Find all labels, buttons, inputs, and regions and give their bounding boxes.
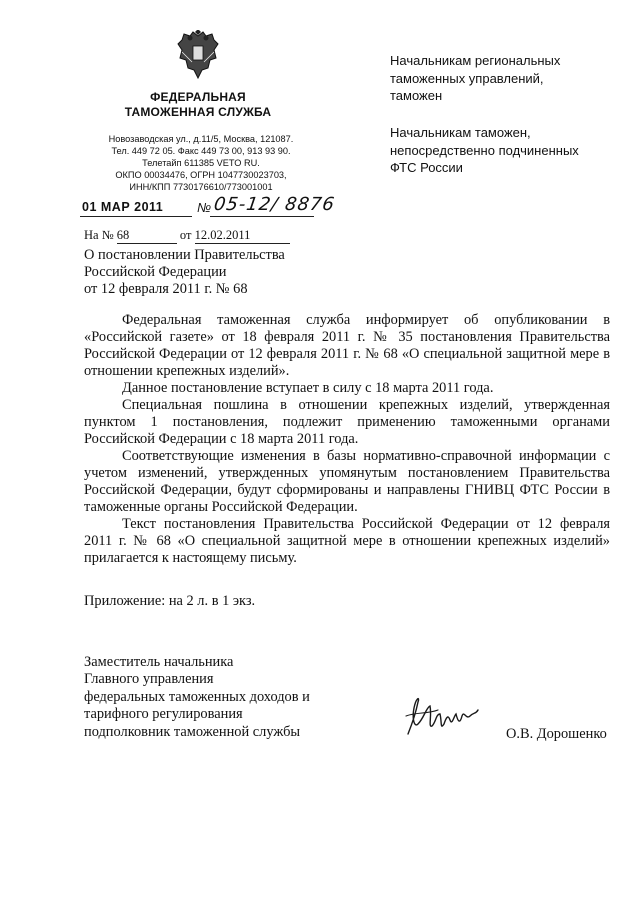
ref-date-label: от xyxy=(179,228,192,242)
organization-contacts xyxy=(96,133,306,193)
contact-teletype: Телетайп 611385 VETO RU. xyxy=(142,158,260,168)
body-paragraph: Специальная пошлина в отношении крепежных изделий, утвержденная пунктом 1 постановления, подлежит применению таможенными органами Российской Федерации с 18 марта 2011 года. xyxy=(84,397,610,447)
contact-phone: Тел. 449 72 05. Факс 449 73 00, 913 93 90. xyxy=(111,146,291,156)
contact-address: Новозаводская ул., д.11/5, Москва, 121087. xyxy=(108,134,294,144)
organization-name xyxy=(100,90,296,120)
addressee-regional xyxy=(390,52,620,105)
addressee-line: таможен xyxy=(390,88,443,103)
reference-line xyxy=(84,228,290,244)
number-underline xyxy=(210,216,314,217)
subject-line: О постановлении Правительства xyxy=(84,247,285,263)
org-name-line-2: ТАМОЖЕННАЯ СЛУЖБА xyxy=(124,105,272,119)
addressee-line: непосредственно подчиненных xyxy=(390,142,579,158)
signer-title-line: Заместитель начальника xyxy=(84,654,234,670)
ref-label: На № xyxy=(84,228,114,242)
date-underline xyxy=(80,216,192,217)
addressee-line: ФТС России xyxy=(390,160,463,175)
signer-title-line: Главного управления xyxy=(84,671,214,688)
letter-body xyxy=(84,312,610,567)
ref-number: 68 xyxy=(117,228,177,244)
ref-date: 12.02.2011 xyxy=(195,228,290,244)
handwritten-signature-icon xyxy=(402,694,482,740)
number-sign: № xyxy=(197,200,212,215)
addressee-line: Начальникам региональных xyxy=(390,53,561,68)
attachment-note: Приложение: на 2 л. в 1 экз. xyxy=(84,593,256,609)
outgoing-date: 01 МАР 2011 xyxy=(82,200,164,214)
addressee-customs xyxy=(390,124,620,177)
subject-line: Российской Федерации xyxy=(84,264,227,280)
russian-coat-of-arms-icon xyxy=(176,30,220,82)
signer-title xyxy=(84,654,364,741)
body-paragraph: Соответствующие изменения в базы нормативно-справочной информации с учетом изменений, утвержденных упомянутым постановлением Правительства Российской Федерации, будут сформированы и направлены ГНИВЦ ФТС России в таможенные органы Российской Федерации. xyxy=(84,448,610,515)
subject-line: от 12 февраля 2011 г. № 68 xyxy=(84,281,248,297)
body-paragraph: Текст постановления Правительства Российской Федерации от 12 февраля 2011 г. № 68 «О специальной защитной мере в отношении крепежных изделий» прилагается к настоящему письму. xyxy=(84,516,610,566)
body-paragraph: Федеральная таможенная служба информирует об опубликовании в «Российской газете» от 18 февраля 2011 г. № 35 постановления Правительства Российской Федерации от 12 февраля 2011 г. № 68 «О специальной защитной мере в отношении крепежных изделий». xyxy=(84,312,610,379)
signer-title-line: федеральных таможенных доходов и xyxy=(84,688,310,705)
signer-title-line: подполковник таможенной службы xyxy=(84,723,301,740)
signer-name: О.В. Дорошенко xyxy=(506,726,607,742)
letter-subject xyxy=(84,247,364,298)
body-paragraph: Данное постановление вступает в силу с 18 марта 2011 года. xyxy=(122,380,494,396)
addressee-line: таможенных управлений, xyxy=(390,70,544,86)
outgoing-number: 05-12/ 8876 xyxy=(212,194,337,215)
addressee-line: Начальникам таможен, xyxy=(390,125,531,140)
contact-inn: ИНН/КПП 7730176610/773001001 xyxy=(129,182,273,192)
contact-okpo: ОКПО 00034476, ОГРН 1047730023703, xyxy=(115,170,287,180)
org-name-line-1: ФЕДЕРАЛЬНАЯ xyxy=(150,90,246,104)
signer-title-line: тарифного регулирования xyxy=(84,706,243,723)
